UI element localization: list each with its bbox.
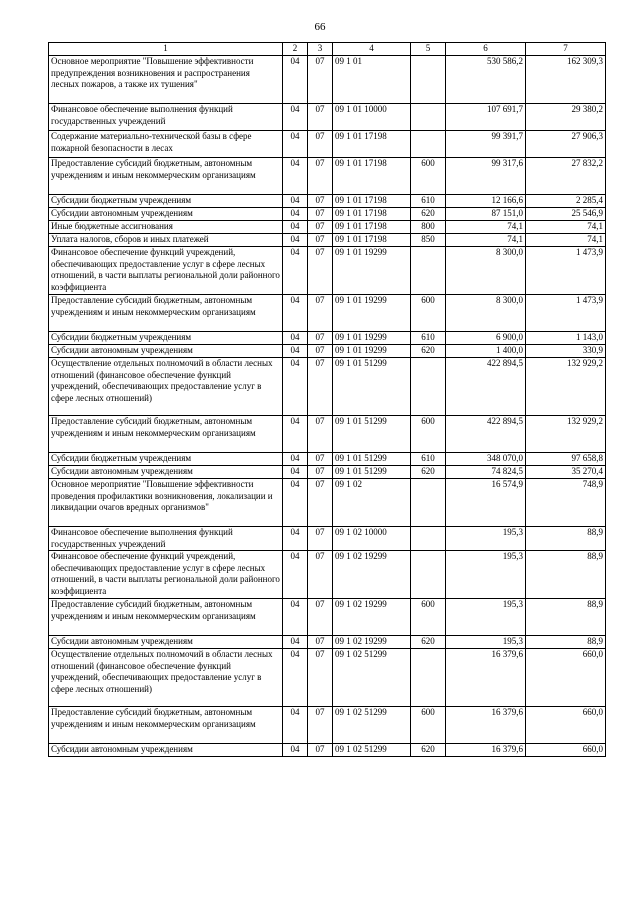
target-article-cell: 09 1 01 51299 (333, 416, 411, 453)
target-article-cell: 09 1 01 19299 (333, 332, 411, 345)
amount-cell: 195,3 (446, 636, 526, 649)
target-article-cell: 09 1 01 17198 (333, 158, 411, 195)
section-code-cell: 04 (283, 332, 308, 345)
amount-cell: 88,9 (526, 636, 606, 649)
target-article-cell: 09 1 02 51299 (333, 744, 411, 757)
subsection-code-cell: 07 (308, 453, 333, 466)
row-name-cell: Предоставление субсидий бюджетным, автономным учреждениям и иным некоммерческим организациям (49, 707, 283, 744)
amount-cell: 97 658,8 (526, 453, 606, 466)
column-header: 3 (308, 43, 333, 56)
row-name-cell: Субсидии бюджетным учреждениям (49, 195, 283, 208)
target-article-cell: 09 1 01 17198 (333, 131, 411, 158)
column-header: 1 (49, 43, 283, 56)
section-code-cell: 04 (283, 707, 308, 744)
amount-cell: 99 317,6 (446, 158, 526, 195)
amount-cell: 8 300,0 (446, 247, 526, 295)
amount-cell: 2 285,4 (526, 195, 606, 208)
amount-cell: 35 270,4 (526, 466, 606, 479)
expense-type-cell (411, 56, 446, 104)
target-article-cell: 09 1 02 51299 (333, 649, 411, 707)
table-row (49, 744, 606, 757)
row-name-cell: Предоставление субсидий бюджетным, автономным учреждениям и иным некоммерческим организациям (49, 416, 283, 453)
row-name-cell: Субсидии бюджетным учреждениям (49, 332, 283, 345)
table-row (49, 416, 606, 453)
amount-cell: 16 379,6 (446, 744, 526, 757)
amount-cell: 88,9 (526, 527, 606, 551)
expense-type-cell (411, 131, 446, 158)
subsection-code-cell: 07 (308, 707, 333, 744)
target-article-cell: 09 1 01 17198 (333, 208, 411, 221)
table-row (49, 551, 606, 599)
target-article-cell: 09 1 01 51299 (333, 466, 411, 479)
section-code-cell: 04 (283, 234, 308, 247)
subsection-code-cell: 07 (308, 527, 333, 551)
expense-type-cell: 600 (411, 158, 446, 195)
header-row (49, 43, 606, 56)
target-article-cell: 09 1 01 17198 (333, 195, 411, 208)
subsection-code-cell: 07 (308, 295, 333, 332)
amount-cell: 348 070,0 (446, 453, 526, 466)
column-header: 7 (526, 43, 606, 56)
row-name-cell: Субсидии бюджетным учреждениям (49, 453, 283, 466)
section-code-cell: 04 (283, 551, 308, 599)
table-row (49, 332, 606, 345)
row-name-cell: Осуществление отдельных полномочий в области лесных отношений (финансовое обеспечение функций учреждений, обеспечивающих предоставление услуг в сфере лесных отношений) (49, 649, 283, 707)
expense-type-cell: 620 (411, 345, 446, 358)
target-article-cell: 09 1 02 19299 (333, 551, 411, 599)
target-article-cell: 09 1 01 51299 (333, 453, 411, 466)
amount-cell: 1 473,9 (526, 247, 606, 295)
subsection-code-cell: 07 (308, 158, 333, 195)
amount-cell: 530 586,2 (446, 56, 526, 104)
column-header: 6 (446, 43, 526, 56)
table-row (49, 208, 606, 221)
target-article-cell: 09 1 02 19299 (333, 599, 411, 636)
amount-cell: 27 832,2 (526, 158, 606, 195)
row-name-cell: Финансовое обеспечение выполнения функций государственных учреждений (49, 104, 283, 131)
expense-type-cell (411, 358, 446, 416)
amount-cell: 16 379,6 (446, 707, 526, 744)
expense-type-cell (411, 247, 446, 295)
section-code-cell: 04 (283, 744, 308, 757)
expense-type-cell: 620 (411, 636, 446, 649)
section-code-cell: 04 (283, 195, 308, 208)
expense-type-cell: 610 (411, 195, 446, 208)
row-name-cell: Предоставление субсидий бюджетным, автономным учреждениям и иным некоммерческим организациям (49, 599, 283, 636)
subsection-code-cell: 07 (308, 234, 333, 247)
expense-type-cell: 600 (411, 416, 446, 453)
section-code-cell: 04 (283, 208, 308, 221)
amount-cell: 1 473,9 (526, 295, 606, 332)
amount-cell: 25 546,9 (526, 208, 606, 221)
section-code-cell: 04 (283, 104, 308, 131)
table-row (49, 158, 606, 195)
table-row (49, 345, 606, 358)
expense-type-cell: 600 (411, 599, 446, 636)
target-article-cell: 09 1 02 51299 (333, 707, 411, 744)
target-article-cell: 09 1 01 17198 (333, 221, 411, 234)
subsection-code-cell: 07 (308, 744, 333, 757)
table-row (49, 131, 606, 158)
amount-cell: 107 691,7 (446, 104, 526, 131)
row-name-cell: Финансовое обеспечение выполнения функций государственных учреждений (49, 527, 283, 551)
target-article-cell: 09 1 02 10000 (333, 527, 411, 551)
subsection-code-cell: 07 (308, 104, 333, 131)
expense-type-cell: 800 (411, 221, 446, 234)
row-name-cell: Субсидии автономным учреждениям (49, 636, 283, 649)
subsection-code-cell: 07 (308, 551, 333, 599)
section-code-cell: 04 (283, 527, 308, 551)
table-row (49, 649, 606, 707)
amount-cell: 162 309,3 (526, 56, 606, 104)
amount-cell: 8 300,0 (446, 295, 526, 332)
amount-cell: 16 574,9 (446, 479, 526, 527)
section-code-cell: 04 (283, 295, 308, 332)
amount-cell: 29 380,2 (526, 104, 606, 131)
page-number: 66 (314, 21, 326, 33)
amount-cell: 660,0 (526, 649, 606, 707)
section-code-cell: 04 (283, 453, 308, 466)
section-code-cell: 04 (283, 221, 308, 234)
subsection-code-cell: 07 (308, 195, 333, 208)
amount-cell: 99 391,7 (446, 131, 526, 158)
row-name-cell: Основное мероприятие "Повышение эффективности предупреждения возникновения и распространения лесных пожаров, а также их тушения" (49, 56, 283, 104)
target-article-cell: 09 1 01 19299 (333, 295, 411, 332)
row-name-cell: Иные бюджетные ассигнования (49, 221, 283, 234)
amount-cell: 6 900,0 (446, 332, 526, 345)
target-article-cell: 09 1 01 10000 (333, 104, 411, 131)
table-row (49, 479, 606, 527)
amount-cell: 74,1 (446, 221, 526, 234)
target-article-cell: 09 1 01 19299 (333, 247, 411, 295)
expense-type-cell: 610 (411, 453, 446, 466)
amount-cell: 132 929,2 (526, 358, 606, 416)
row-name-cell: Предоставление субсидий бюджетным, автономным учреждениям и иным некоммерческим организациям (49, 295, 283, 332)
table-row (49, 295, 606, 332)
row-name-cell: Субсидии автономным учреждениям (49, 345, 283, 358)
subsection-code-cell: 07 (308, 649, 333, 707)
subsection-code-cell: 07 (308, 221, 333, 234)
table-row (49, 599, 606, 636)
section-code-cell: 04 (283, 636, 308, 649)
column-header: 2 (283, 43, 308, 56)
subsection-code-cell: 07 (308, 479, 333, 527)
expense-type-cell: 850 (411, 234, 446, 247)
table-row (49, 636, 606, 649)
table-row (49, 247, 606, 295)
section-code-cell: 04 (283, 599, 308, 636)
section-code-cell: 04 (283, 158, 308, 195)
expense-type-cell (411, 104, 446, 131)
row-name-cell: Осуществление отдельных полномочий в области лесных отношений (финансовое обеспечение функций учреждений, обеспечивающих предоставление услуг в сфере лесных отношений) (49, 358, 283, 416)
expense-type-cell: 620 (411, 744, 446, 757)
expense-type-cell (411, 479, 446, 527)
amount-cell: 87 151,0 (446, 208, 526, 221)
row-name-cell: Содержание материально-технической базы в сфере пожарной безопасности в лесах (49, 131, 283, 158)
amount-cell: 88,9 (526, 599, 606, 636)
table-row (49, 221, 606, 234)
target-article-cell: 09 1 02 19299 (333, 636, 411, 649)
table-row (49, 195, 606, 208)
subsection-code-cell: 07 (308, 599, 333, 636)
amount-cell: 660,0 (526, 744, 606, 757)
subsection-code-cell: 07 (308, 358, 333, 416)
table-row (49, 527, 606, 551)
section-code-cell: 04 (283, 131, 308, 158)
table-row (49, 234, 606, 247)
table-row (49, 453, 606, 466)
table-row (49, 466, 606, 479)
target-article-cell: 09 1 01 19299 (333, 345, 411, 358)
table-row (49, 707, 606, 744)
subsection-code-cell: 07 (308, 56, 333, 104)
subsection-code-cell: 07 (308, 247, 333, 295)
table-row (49, 56, 606, 104)
expense-type-cell: 620 (411, 466, 446, 479)
subsection-code-cell: 07 (308, 416, 333, 453)
row-name-cell: Основное мероприятие "Повышение эффективности проведения профилактики возникновения, локализации и ликвидации очагов вредных организмов" (49, 479, 283, 527)
expense-type-cell (411, 527, 446, 551)
section-code-cell: 04 (283, 479, 308, 527)
expense-type-cell (411, 649, 446, 707)
expense-type-cell: 600 (411, 295, 446, 332)
section-code-cell: 04 (283, 345, 308, 358)
target-article-cell: 09 1 01 51299 (333, 358, 411, 416)
amount-cell: 74,1 (526, 234, 606, 247)
target-article-cell: 09 1 01 17198 (333, 234, 411, 247)
amount-cell: 74,1 (526, 221, 606, 234)
row-name-cell: Финансовое обеспечение функций учреждений, обеспечивающих предоставление услуг в сфере лесных отношений, в части выплаты региональной доли районного коэффициента (49, 247, 283, 295)
expense-type-cell: 600 (411, 707, 446, 744)
amount-cell: 422 894,5 (446, 416, 526, 453)
amount-cell: 27 906,3 (526, 131, 606, 158)
row-name-cell: Уплата налогов, сборов и иных платежей (49, 234, 283, 247)
row-name-cell: Субсидии автономным учреждениям (49, 208, 283, 221)
amount-cell: 195,3 (446, 527, 526, 551)
amount-cell: 330,9 (526, 345, 606, 358)
section-code-cell: 04 (283, 466, 308, 479)
subsection-code-cell: 07 (308, 345, 333, 358)
section-code-cell: 04 (283, 649, 308, 707)
row-name-cell: Субсидии автономным учреждениям (49, 744, 283, 757)
amount-cell: 74 824,5 (446, 466, 526, 479)
section-code-cell: 04 (283, 416, 308, 453)
subsection-code-cell: 07 (308, 332, 333, 345)
section-code-cell: 04 (283, 358, 308, 416)
amount-cell: 16 379,6 (446, 649, 526, 707)
expense-type-cell: 620 (411, 208, 446, 221)
table-row (49, 358, 606, 416)
table-row (49, 104, 606, 131)
subsection-code-cell: 07 (308, 131, 333, 158)
expense-type-cell (411, 551, 446, 599)
expense-type-cell: 610 (411, 332, 446, 345)
amount-cell: 660,0 (526, 707, 606, 744)
subsection-code-cell: 07 (308, 466, 333, 479)
budget-table (48, 42, 606, 757)
target-article-cell: 09 1 02 (333, 479, 411, 527)
amount-cell: 195,3 (446, 599, 526, 636)
amount-cell: 748,9 (526, 479, 606, 527)
section-code-cell: 04 (283, 56, 308, 104)
subsection-code-cell: 07 (308, 208, 333, 221)
amount-cell: 1 400,0 (446, 345, 526, 358)
column-header: 5 (411, 43, 446, 56)
row-name-cell: Предоставление субсидий бюджетным, автономным учреждениям и иным некоммерческим организациям (49, 158, 283, 195)
amount-cell: 74,1 (446, 234, 526, 247)
amount-cell: 12 166,6 (446, 195, 526, 208)
column-header: 4 (333, 43, 411, 56)
target-article-cell: 09 1 01 (333, 56, 411, 104)
amount-cell: 132 929,2 (526, 416, 606, 453)
row-name-cell: Субсидии автономным учреждениям (49, 466, 283, 479)
subsection-code-cell: 07 (308, 636, 333, 649)
amount-cell: 88,9 (526, 551, 606, 599)
amount-cell: 1 143,0 (526, 332, 606, 345)
row-name-cell: Финансовое обеспечение функций учреждений, обеспечивающих предоставление услуг в сфере лесных отношений, в части выплаты региональной доли районного коэффициента (49, 551, 283, 599)
amount-cell: 422 894,5 (446, 358, 526, 416)
amount-cell: 195,3 (446, 551, 526, 599)
section-code-cell: 04 (283, 247, 308, 295)
